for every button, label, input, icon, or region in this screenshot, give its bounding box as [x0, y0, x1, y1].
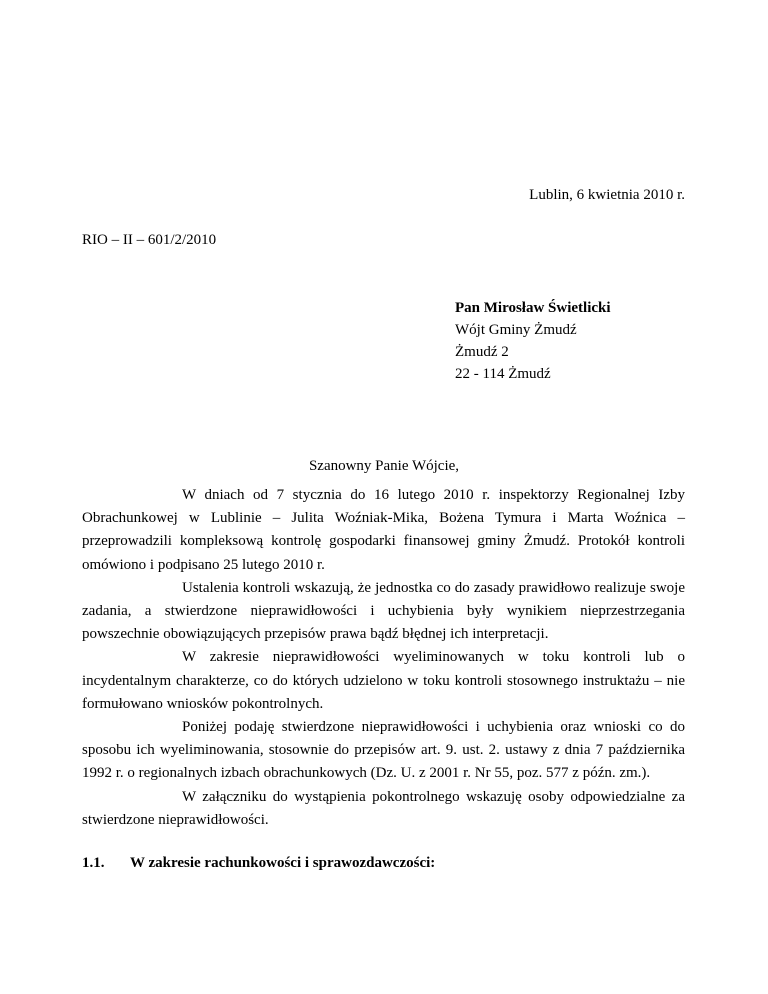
recipient-name: Pan Mirosław Świetlicki [455, 300, 611, 316]
paragraph: W załączniku do wystąpienia pokontrolnego wskazuję osoby odpowiedzialne za stwierdzone nieprawidłowości. [82, 788, 685, 828]
letter-body [82, 484, 685, 832]
section-title: W zakresie rachunkowości i sprawozdawczości: [130, 855, 436, 871]
recipient-postal: 22 - 114 Żmudź [455, 366, 551, 382]
paragraph: W zakresie nieprawidłowości wyeliminowanych w toku kontroli lub o incydentalnym charakterze, co do których udzielono w toku kontroli stosownego instruktażu – nie formułowano wniosków pokontrolnych. [82, 649, 685, 712]
reference-number: RIO – II – 601/2/2010 [82, 232, 217, 248]
paragraph: W dniach od 7 stycznia do 16 lutego 2010 r. inspektorzy Regionalnej Izby Obrachunkowej w Lublinie – Julita Woźniak-Mika, Bożena Tymura i Marta Woźnica – przeprowadzili kompleksową kontrolę gospodarki finansowej gminy Żmudź. Protokół kontroli omówiono i podpisano 25 lutego 2010 r. [82, 487, 685, 573]
section-number: 1.1. [82, 855, 105, 871]
recipient-street: Żmudź 2 [455, 344, 509, 360]
paragraph: Ustalenia kontroli wskazują, że jednostka co do zasady prawidłowo realizuje swoje zadania, a stwierdzone nieprawidłowości i uchybienia były wynikiem nieprzestrzegania powszechnie obowiązujących przepisów prawa bądź błędnej ich interpretacji. [82, 579, 685, 643]
salutation: Szanowny Panie Wójcie, [308, 458, 460, 474]
section-heading [82, 855, 435, 872]
paragraph: Poniżej podaję stwierdzone nieprawidłowości i uchybienia oraz wnioski co do sposobu ich wyeliminowania, stosownie do przepisów art. 9. ust. 2. ustawy z dnia 7 października 1992 r. o regionalnych izbach obrachunkowych (Dz. U. z 2001 r. Nr 55, poz. 577 z późn. zm.). [82, 719, 685, 782]
recipient-title: Wójt Gminy Żmudź [455, 322, 577, 338]
letter-date: Lublin, 6 kwietnia 2010 r. [529, 187, 685, 203]
recipient-address [455, 297, 611, 385]
